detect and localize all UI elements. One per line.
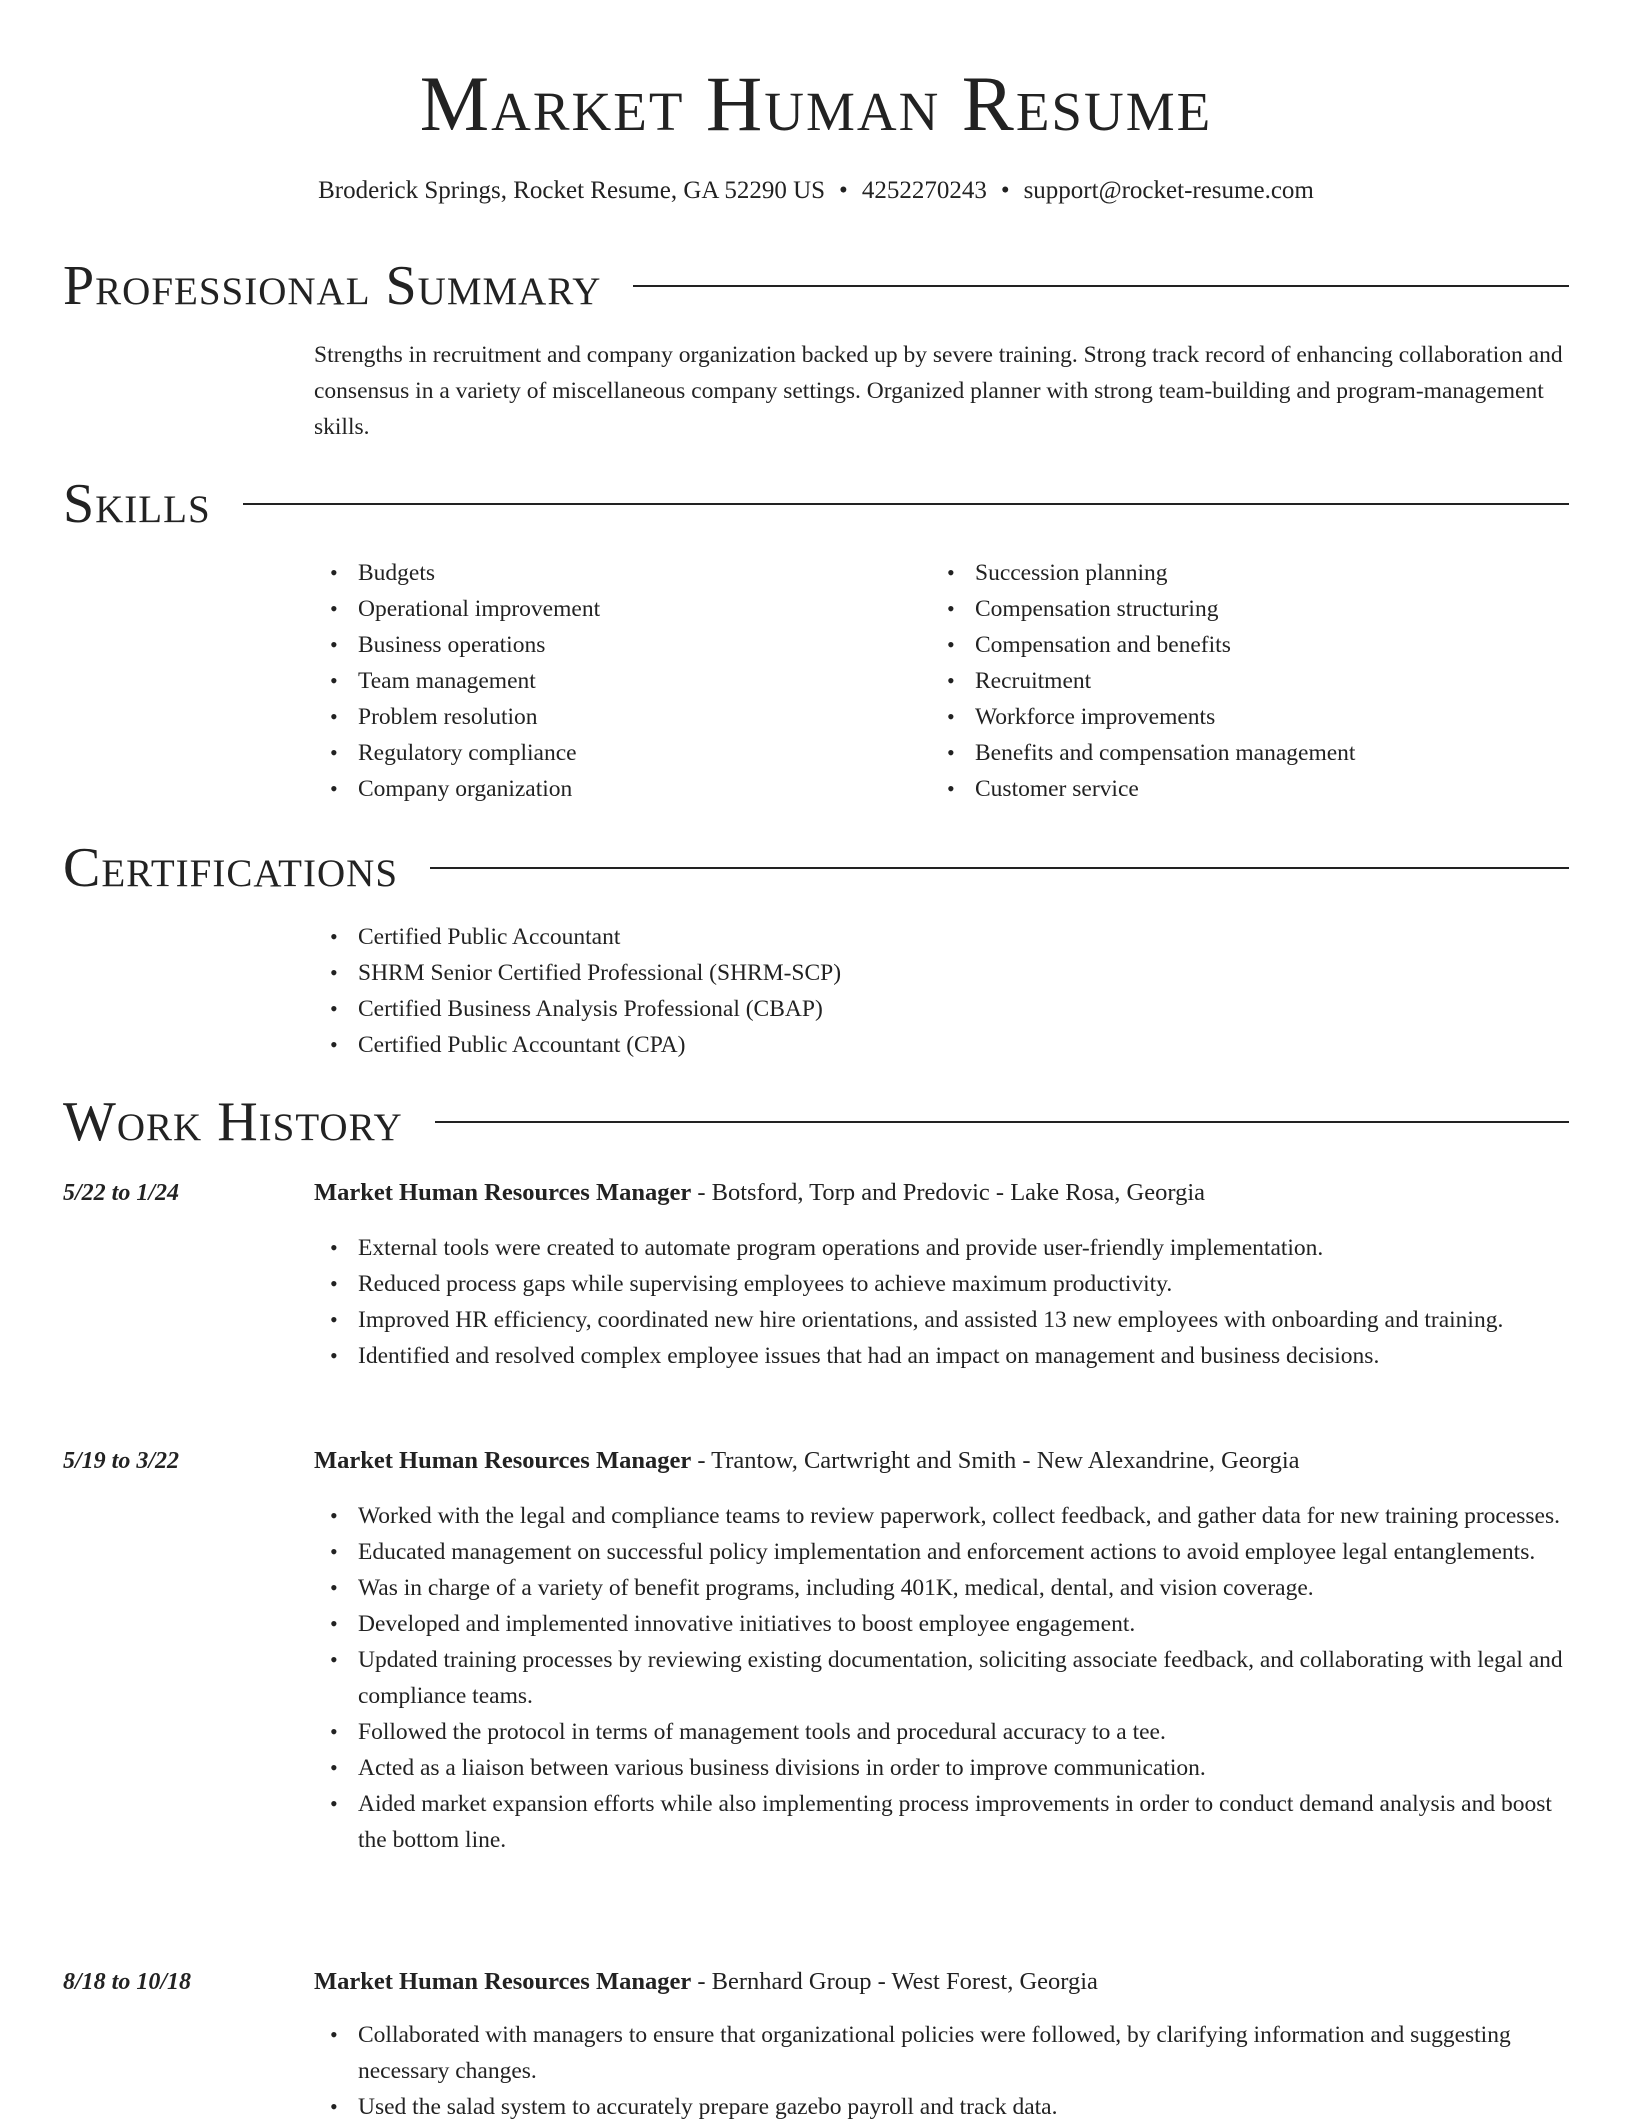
work-section-title: Work History [63,1091,403,1153]
job-duty: • Educated management on successful policy implementation and enforcement actions to avoid employee legal entanglements. [314,1534,1568,1570]
job-duty: • Followed the protocol in terms of management tools and procedural accuracy to a tee. [314,1714,1568,1750]
contact-separator: • [1000,177,1010,204]
job-duty: • Collaborated with managers to ensure that organizational policies were followed, by clarifying information and suggesting necessary changes. [314,2017,1568,2089]
job-title: Market Human Resources Manager [314,1447,692,1474]
skill-item: • Team management [314,663,914,699]
job-duties-list [314,1230,1568,1374]
skills-section-title: Skills [63,473,211,535]
certifications-section-header [63,835,1569,901]
skill-item: • Regulatory compliance [314,735,914,771]
certification-item: • Certified Public Accountant [314,919,1568,955]
contact-email: support@rocket-resume.com [1023,177,1314,204]
skills-list-left [314,555,914,807]
summary-section-header [63,253,1569,319]
job-duty: • Worked with the legal and compliance teams to review paperwork, collect feedback, and gather data for new training processes. [314,1498,1568,1534]
job-duty: • Was in charge of a variety of benefit programs, including 401K, medical, dental, and vision coverage. [314,1570,1568,1606]
job-title: Market Human Resources Manager [314,1968,692,1995]
job-employer: - Bernhard Group - West Forest, Georgia [691,1968,1098,1995]
certifications-list [314,919,1568,1063]
job-duty: • Reduced process gaps while supervising employees to achieve maximum productivity. [314,1266,1568,1302]
skill-item: • Workforce improvements [931,699,1571,735]
job-duties-list [314,1498,1568,1858]
certifications-section-title: Certifications [63,837,399,899]
job-dates: 8/18 to 10/18 [63,1969,192,1995]
job-dates: 5/22 to 1/24 [63,1180,180,1206]
job-employer: - Trantow, Cartwright and Smith - New Alexandrine, Georgia [691,1447,1300,1474]
certification-item: • Certified Business Analysis Professional (CBAP) [314,991,1568,1027]
summary-text: Strengths in recruitment and company organization backed up by severe training. Strong track record of enhancing collaboration and consensus in a variety of miscellaneous company settings. Organized planner with strong team-building and program-management skills. [314,342,1563,440]
job-heading [314,1444,1568,1478]
certification-item: • SHRM Senior Certified Professional (SHRM-SCP) [314,955,1568,991]
job-title: Market Human Resources Manager [314,1179,692,1206]
contact-line [0,174,1632,208]
section-divider [243,503,1569,505]
contact-phone: 4252270243 [861,177,987,204]
work-section-header [63,1089,1569,1155]
job-duty: • Developed and implemented innovative initiatives to boost employee engagement. [314,1606,1568,1642]
job-heading [314,1965,1568,1999]
job-duty: • Improved HR efficiency, coordinated new hire orientations, and assisted 13 new employees with onboarding and training. [314,1302,1568,1338]
job-duty: • Updated training processes by reviewing existing documentation, soliciting associate feedback, and collaborating with legal and compliance teams. [314,1642,1568,1714]
skill-item: • Compensation and benefits [931,627,1571,663]
section-divider [435,1121,1569,1123]
skills-section-header [63,471,1569,537]
skill-item: • Operational improvement [314,591,914,627]
job-heading [314,1176,1568,1210]
job-duties-list [314,2017,1568,2125]
skill-item: • Succession planning [931,555,1571,591]
job-duty: • Acted as a liaison between various business divisions in order to improve communication. [314,1750,1568,1786]
job-duty: • External tools were created to automate program operations and provide user-friendly implementation. [314,1230,1568,1266]
skill-item: • Company organization [314,771,914,807]
resume-name: Market Human Resume [419,60,1213,147]
section-divider [633,285,1569,287]
skills-list-right [931,555,1571,807]
skill-item: • Business operations [314,627,914,663]
skill-item: • Recruitment [931,663,1571,699]
job-employer: - Botsford, Torp and Predovic - Lake Rosa, Georgia [691,1179,1206,1206]
contact-address: Broderick Springs, Rocket Resume, GA 52290 US [318,177,826,204]
summary-section-title: Professional Summary [63,255,602,317]
skill-item: • Compensation structuring [931,591,1571,627]
job-duty: • Identified and resolved complex employee issues that had an impact on management and business decisions. [314,1338,1568,1374]
section-divider [430,867,1569,869]
job-duty: • Aided market expansion efforts while also implementing process improvements in order to conduct demand analysis and boost the bottom line. [314,1786,1568,1858]
job-duty: • Used the salad system to accurately prepare gazebo payroll and track data. [314,2089,1568,2125]
contact-separator: • [839,177,848,204]
skill-item: • Problem resolution [314,699,914,735]
skill-item: • Customer service [931,771,1571,807]
skill-item: • Benefits and compensation management [931,735,1571,771]
certification-item: • Certified Public Accountant (CPA) [314,1027,1568,1063]
skill-item: • Budgets [314,555,914,591]
job-dates: 5/19 to 3/22 [63,1448,180,1474]
